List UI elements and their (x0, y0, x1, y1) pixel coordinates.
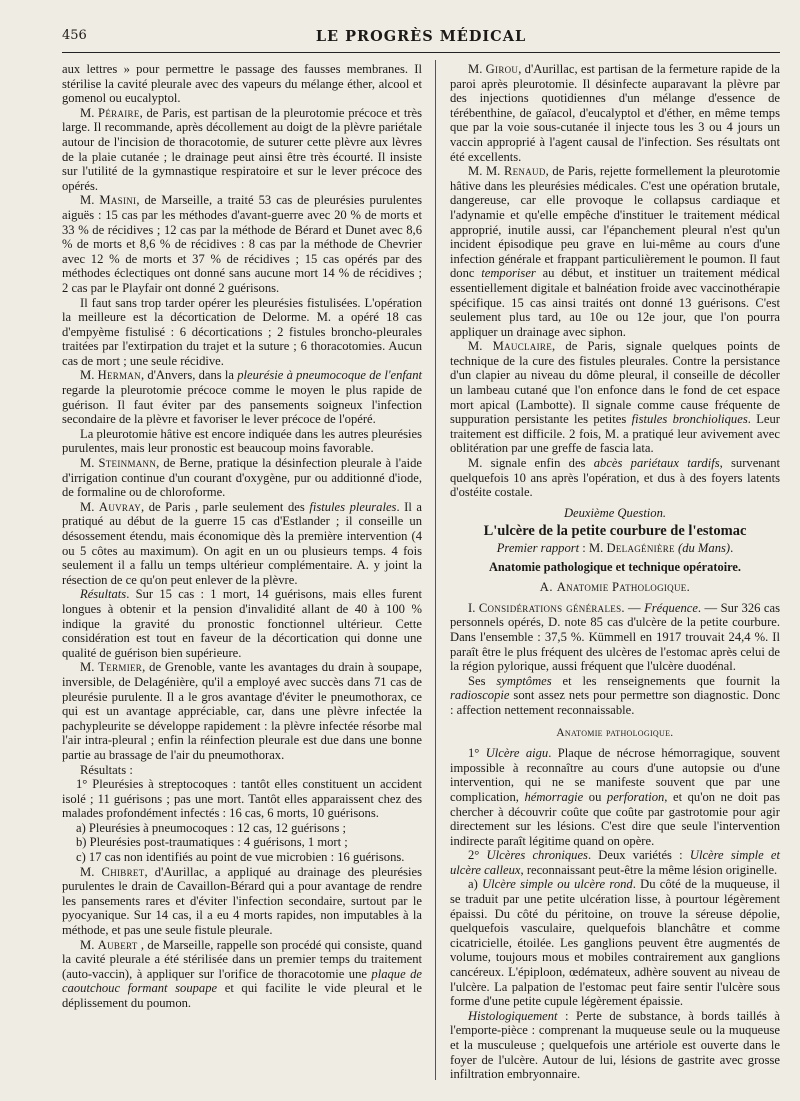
text-run: b) Pleurésies post-traumatiques : 4 guérisons, 1 mort ; (76, 835, 348, 850)
text-run: . (670, 725, 674, 739)
text-run: La pleurotomie hâtive est encore indiquée dans les autres pleurésies purulentes, mais leur pronostic est beaucoup moins favorable. (62, 426, 422, 456)
text-run: L'ulcère de la petite courbure de l'estomac (483, 523, 747, 540)
left-column-paragraph (62, 835, 422, 850)
left-column-paragraph (62, 850, 422, 865)
text-run: M. (80, 456, 99, 471)
text-run: symptômes (496, 673, 552, 688)
text-run: 1° (468, 746, 486, 761)
text-run: , de Berne, pratique la désinfection pleurale à l'aide d'irrigation continue d'un courant d'oxygène, pur ou additionné d'iode, de formaline ou de chloroforme. (62, 456, 422, 500)
text-run: , de Paris, est partisan de la pleurotomie précoce et très large. Il recommande, après décollement au doigt de la plèvre pariétale autour de l'incision de thoracotomie, de suturer cette plèvre aux lèvres de la plaie cutanée ; le drainage peut ainsi être très écourté. Il insiste sur l'utilité de la gymnastique respiratoire et sur le lever précoce des opérés. (62, 105, 422, 193)
page-number: 456 (62, 28, 87, 43)
text-run: . — (621, 600, 645, 615)
text-run: . (730, 541, 734, 555)
text-run: , survenant quelquefois 10 ans après l'opération, et dus à des foyers latents d'ostéite costale. (450, 456, 780, 500)
text-run: 2° (468, 848, 487, 863)
text-run: , de Paris , parle seulement des (141, 499, 310, 514)
text-run: hémorragie (524, 789, 584, 804)
right-column-paragraph (450, 506, 780, 521)
text-run: a) Pleurésies à pneumocoques : 12 cas, 12 guérisons ; (76, 820, 347, 835)
text-run: perforation (606, 789, 665, 804)
right-column-paragraph (450, 62, 780, 164)
text-run: . Du côté de la muqueuse, il se traduit par une petite ulcération lisse, à pourtour légèrement épaissi. Du côté du péritoine, on trouve la séreuse dépolie, quelquefois vasculaire, quelquefois blanchâtre et comme cicatricielle, étoilée. Les ganglions peuvent être augmentés de volume, toujours mous et mobiles contrairement aux ganglions cancéreux. L'épiploon, œdémateux, adhère souvent au niveau de l'ulcère. La palpation de l'estomac peut faire sentir l'ulcère sous forme d'une petite cupule légèrement épaissie. (450, 877, 781, 1009)
text-run: abcès pariétaux tardifs (593, 456, 720, 471)
text-run: , et qu'on ne doit pas chercher à découvrir coûte que coûte par gastrotomie pour agir directement sur les lésions. C'est dire que seule l'intervention indirecte paraît légitime quand on opère. (450, 789, 781, 848)
text-run: M. (80, 193, 100, 208)
text-run: . Sur 15 cas : 1 mort, 14 guérisons, mais elles furent longues à obtenir et la pension d'invalidité allant de 40 à 100 % indique la gravité du pronostic fonctionnel ultérieur. Cette considération est tout en faveur de la décortication qui donne une qualité de guérison bien supérieure. (62, 587, 422, 660)
text-run: Résultats : (80, 762, 133, 777)
left-column-paragraph (62, 193, 422, 295)
text-run: Herman (97, 368, 141, 383)
right-column-paragraph (450, 339, 780, 456)
text-run: fistules bronchioliques (631, 412, 748, 427)
text-run: M. (80, 368, 98, 383)
left-column-paragraph (62, 456, 422, 500)
text-run: : Perte de substance, à bords taillés à l'emporte-pièce : comprenant la muqueuse seule ou la muqueuse et la musculeuse ; quelquefois une artériole est ouverte dans le foyer de l'ulcère. Autour de lui, lésions de gastrite avec grosse infiltration embryonnaire. (450, 1008, 780, 1082)
left-column-paragraph (62, 938, 422, 1011)
text-run: a) (468, 877, 483, 892)
left-column-paragraph (62, 821, 422, 836)
right-column-paragraph (450, 1009, 780, 1082)
text-run: Il faut sans trop tarder opérer les pleurésies fistulisées. L'opération la meilleure est la décortication de Delorme. M. a opéré 18 cas d'empyème fistulisé : 6 décortications ; 2 fistules broncho-pleurales traitées par l'extirpation du trajet et la suture ; 6 thoracotomies. Aucun cas de mort ; une seule récidive. (62, 295, 422, 368)
text-run: sont assez nets pour permettre son diagnostic. Donc : affection nettement reconnaissable. (450, 688, 780, 717)
text-run: au début, et instituer un traitement médical essentiellement digitale et balnéation froide avec vaccinothérapie spécifique. 15 cas ainsi traités ont donné 13 guérisons. C'est seulement plus tard, au 10e ou 12e jour, que l'on pourra appliquer un drainage avec siphon. (450, 266, 781, 339)
text-run: , d'Anvers, dans la (140, 368, 238, 383)
text-run: Delagénière (606, 541, 675, 555)
text-run: , de Paris, rejette formellement la pleurotomie hâtive dans les pleurésies médicales. C'est une opération brutale, dangereuse, car elle provoque le collapsus cardiaque et l'adynamie et qu'elle empêche d'instituer le traitement médical approprié, inutile aussi, car l'épanchement pleural n'est qu'un incident épisodique peu grave en lui-même au cours d'une infection générale et frappant particulièrement le poumon. Il faut donc (450, 164, 780, 281)
left-column-paragraph (62, 763, 422, 778)
text-run: (du Mans) (678, 541, 731, 555)
text-run: I. (468, 600, 479, 615)
text-run: M. (80, 105, 99, 120)
text-run: . Leur traitement est difficile. 2 fois, M. a pratiqué leur avivement avec oblitération par une greffe de fascia lata. (450, 412, 780, 456)
text-run: , reconnaissant peut-être la même lésion originelle. (520, 862, 778, 877)
text-run: Steinmann (98, 456, 157, 471)
left-column (62, 62, 422, 1011)
text-run: . Deux variétés : (587, 848, 690, 863)
left-column-paragraph (62, 106, 422, 194)
text-run: Girou (485, 62, 519, 76)
text-run: fistules pleurales (309, 499, 397, 514)
page-header (62, 28, 780, 48)
right-column-paragraph (450, 580, 780, 595)
text-run: Auvray (98, 499, 141, 514)
text-run: A. (539, 580, 557, 595)
text-run: aux lettres » pour permettre le passage des fausses membranes. Il stérilise la cavité pleurale avec des vapeurs du mélange éther, alcool et gomenol ou eucalyptol. (62, 62, 422, 106)
right-column-paragraph (450, 848, 780, 877)
text-run: Histologiquement (468, 1008, 558, 1023)
left-column-paragraph (62, 865, 422, 938)
text-run: M. M. (468, 164, 504, 179)
text-run: M. (468, 62, 486, 76)
text-run: Ulcères chroniques (486, 848, 588, 863)
text-run: Mauclaire (492, 339, 553, 354)
text-run: Masini (99, 193, 137, 208)
text-run: Termier (98, 660, 143, 675)
right-column-paragraph (450, 601, 780, 674)
text-run: plaque de caoutchouc formant soupape (62, 966, 422, 996)
text-run: Ses (468, 673, 497, 688)
text-run: . — Sur 326 cas personnels opérés, D. note 85 cas d'ulcère de la petite courbure. Dans l'ensemble : 37,5 %. Kümmell en 1917 trouvait 24,4 %. Il paraît être le plus fréquent des ulcères de l'estomac après celui de la région pylorique, aussi fréquent que l'ulcère duodénal. (450, 600, 780, 674)
text-run: M. (468, 339, 493, 354)
right-column-paragraph (450, 746, 780, 848)
text-run: M. (80, 499, 99, 514)
text-run: . (686, 580, 691, 595)
text-run: M. signale enfin des (468, 456, 594, 471)
text-run: regarde la pleurotomie précoce comme le moyen le plus rapide de guérison. Il faut éviter par des pansements soigneux l'infection secondaire de la plèvre et favoriser le lever précoce de l'opéré. (62, 383, 422, 427)
text-run: c) 17 cas non identifiés au point de vue microbien : 16 guérisons. (76, 850, 405, 865)
text-run: : M. (579, 541, 607, 555)
text-run: Anatomie pathologique (556, 725, 671, 739)
left-column-paragraph (62, 660, 422, 762)
text-run: et les renseignements que fournit la (551, 673, 780, 688)
right-column-paragraph (450, 877, 780, 1008)
text-run: , de Grenoble, vante les avantages du drain à soupape, inversible, de Delagénière, qu'il a employé avec succès dans 71 cas de pleurésie purulente. Il a le gros avantage d'éviter le pneumothorax, ce qui est un avantage appréciable, car, dans une plèvre infectée la pachypleurite se développe rapidement : la plèvre infectée résorbe mal l'air intra-pleural ; enfin la réinfection pleurale est due dans une bonne partie au brassage de l'air du pneumothorax. (62, 660, 423, 762)
text-run: Anatomie pathologique et technique opératoire. (488, 559, 742, 574)
text-run: , d'Aurillac, a appliqué au drainage des pleurésies purulentes le drain de Cavaillon-Bérard qui a pour avantage de rendre les pansements rares et d'éviter l'infection secondaire, surtout par le pyocyanique. Sur 14 cas, il a eu 4 morts rapides, non imputables à la méthode, et pas une seule fistule pleurale. (62, 864, 422, 938)
column-divider (435, 60, 436, 1080)
right-column-paragraph (450, 726, 780, 741)
text-run: et qui facilite le vide pleural et le déplissement du poumon. (62, 981, 422, 1010)
text-run: Chibret (101, 864, 145, 879)
text-run: M. (80, 660, 99, 675)
header-rule (62, 52, 780, 53)
text-run: M. (80, 864, 102, 879)
text-run: radioscopie (450, 688, 510, 703)
text-run: temporiser (481, 266, 536, 281)
text-run: Résultats (80, 587, 127, 602)
text-run: , de Marseille, rappelle son procédé qui consiste, quand la cavité pleurale a été stérilisée dans un premier temps du traitement (auto-vaccin), à appliquer sur l'orifice de thoracotomie une (62, 937, 422, 981)
text-run: Renaud (503, 164, 546, 179)
text-run: Ulcère simple ou ulcère rond (482, 877, 633, 892)
text-run: ou (583, 789, 607, 804)
text-run: Péraire (98, 105, 140, 120)
text-run: . Plaque de nécrose hémorragique, souvent impossible à reconnaître au cours d'une autopsie ou d'une intervention, qui ne se manifeste souvent que par une complication, (450, 746, 781, 804)
journal-title: LE PROGRÈS MÉDICAL (315, 28, 527, 45)
text-run: . Il a pratiqué au début de la guerre 15 cas d'Estlander ; il conseille un désossement étendu, mais économique dès la première intervention (4 ou 5 côtes au maximum). On agit en un ou plusieurs temps. 4 fois seulement il a fallu un temps ultérieur complémentaire. A. y joint la résection de ce qu'on peut enlever de la plèvre. (62, 499, 423, 587)
text-run: , d'Aurillac, est partisan de la fermeture rapide de la paroi après pleurotomie. Il désinfecte auparavant la plèvre par des injections quotidiennes d'un mélange d'essence de térébenthine, de gaïacol, d'eucalyptol et d'éther, en même temps que par la voie sous-cutanée il injecte tous les 3 ou 4 jours un vaccin approprié à l'agent causal de l'infection. Ses résultats ont été excellents. (450, 62, 780, 164)
text-run: Deuxième Question. (563, 505, 667, 520)
right-column-paragraph (450, 560, 780, 575)
text-run: pleurésie à pneumocoque de l'enfant (237, 368, 422, 383)
text-run: 1° Pleurésies à streptocoques : tantôt elles constituent un accident isolé ; 11 guérisons ; pas une mort. Tantôt elles apparaissent chez des malades profondément infectés : 16 cas, 6 morts, 10 guérisons. (62, 777, 422, 821)
right-column-paragraph (450, 524, 780, 539)
text-run: Fréquence (644, 600, 698, 615)
right-column-paragraph (450, 164, 780, 339)
left-column-paragraph (62, 427, 422, 456)
text-run: Aubert (97, 937, 138, 952)
text-run: , de Paris, signale quelques points de technique de la cure des fistules pleurales. Contre la persistance d'un clapier au niveau du dôme pleural, il conseille de décoller un lambeau cutané que l'on enfonce dans le fond de cet espace mort apical (Lambotte). Il signale comme cause fréquente de suppuration persistante les petites (450, 339, 780, 427)
right-column-paragraph (450, 456, 780, 500)
text-run: Ulcère simple et ulcère calleux (450, 848, 781, 877)
text-run: , de Marseille, a traité 53 cas de pleurésies purulentes aiguës : 15 cas par les méthodes d'avant-guerre avec 20 % de morts et 33 % de récidives ; 12 cas par la méthode de Bérard et Dunet avec 8,6 % de morts et 8,6 % de récidives : 8 cas par la méthode de Chevrier avec 12 % de morts et 37 % de récidives ; 15 cas opérés par des méthodes éclectiques ont donné sans aucune mort 14 % de récidives ; 2 cas par le Playfair ont donné 2 guérisons. (62, 193, 422, 295)
left-column-paragraph (62, 587, 422, 660)
left-column-paragraph (62, 777, 422, 821)
text-run: Anatomie Pathologique (556, 580, 687, 595)
left-column-paragraph (62, 296, 422, 369)
right-column (450, 62, 780, 1082)
text-run: Premier rapport (496, 541, 580, 555)
text-run: Ulcère aigu (485, 746, 549, 761)
left-column-paragraph (62, 368, 422, 426)
right-column-paragraph (450, 541, 780, 556)
left-column-paragraph (62, 500, 422, 588)
text-run: M. (80, 937, 98, 952)
left-column-paragraph (62, 62, 422, 106)
right-column-paragraph (450, 674, 780, 718)
text-run: Considérations générales (478, 600, 622, 615)
